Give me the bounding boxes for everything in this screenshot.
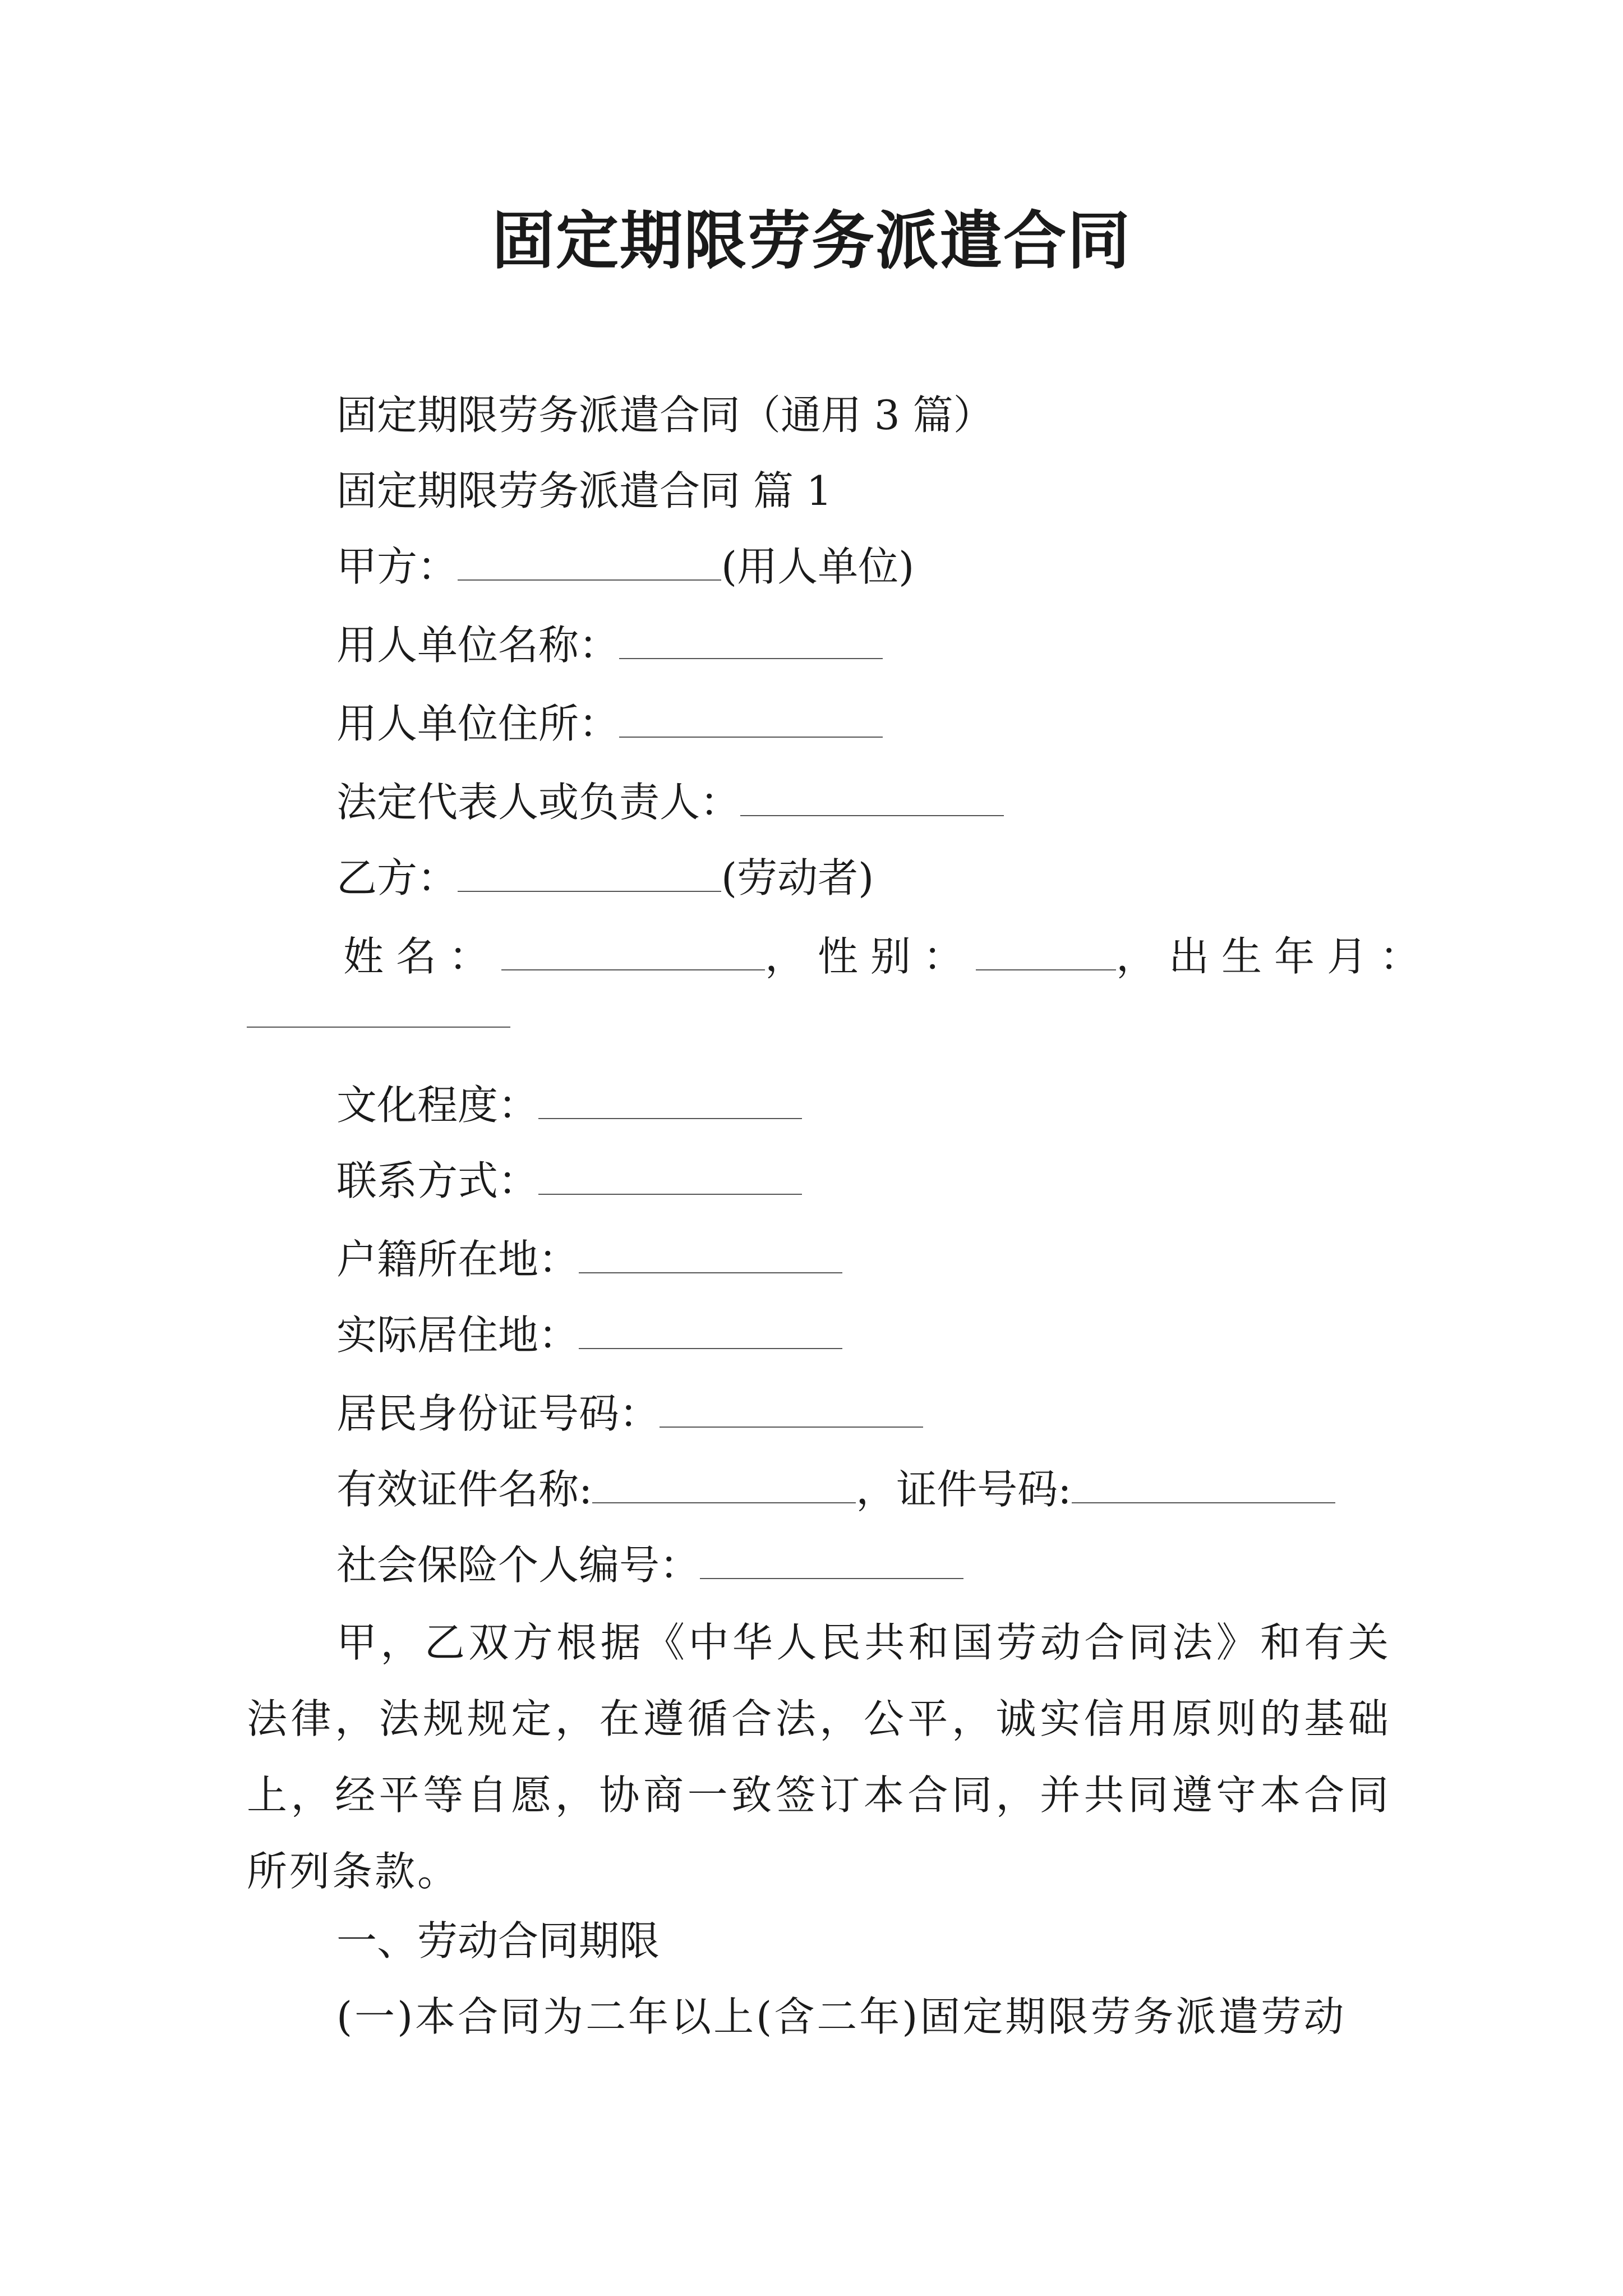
personal-info-line (343, 928, 1432, 984)
subtitle: 固定期限劳务派遣合同（通用 3 篇） (336, 392, 994, 439)
gender-label: ，性别： (765, 933, 976, 980)
residence-blank[interactable] (579, 1309, 842, 1349)
part-heading: 固定期限劳务派遣合同 篇 1 (336, 467, 832, 514)
name-label: 姓名： (343, 933, 502, 980)
id-number-blank[interactable] (660, 1387, 923, 1428)
party-b-line (336, 850, 874, 906)
employer-address-label: 用人单位住所： (336, 700, 620, 747)
education-blank[interactable] (538, 1079, 802, 1119)
employer-address-line (336, 696, 883, 752)
employer-name-blank[interactable] (619, 619, 883, 659)
household-label: 户籍所在地： (336, 1236, 579, 1283)
household-blank[interactable] (579, 1233, 842, 1273)
party-a-label: 甲方： (336, 543, 458, 590)
gender-blank[interactable] (976, 930, 1116, 970)
contact-line (336, 1153, 802, 1209)
legal-rep-blank[interactable] (740, 776, 1004, 816)
education-line (336, 1077, 802, 1133)
cert-number-blank[interactable] (1072, 1463, 1335, 1503)
contact-blank[interactable] (538, 1154, 802, 1195)
employer-name-label: 用人单位名称： (336, 622, 620, 669)
section-heading: 一、劳动合同期限 (336, 1917, 660, 1964)
clause-text: (一)本合同为二年以上(含二年)固定期限劳务派遣劳动 (336, 1993, 1347, 2040)
legal-rep-label: 法定代表人或负责人： (336, 779, 741, 826)
party-b-note: (劳动者) (721, 854, 874, 901)
contact-label: 联系方式： (336, 1157, 539, 1204)
name-blank[interactable] (501, 930, 765, 970)
party-a-note: (用人单位) (721, 543, 915, 590)
document-title: 固定期限劳务派遣合同 (492, 204, 1131, 278)
cert-name-label: 有效证件名称: (336, 1466, 593, 1513)
employer-name-line (336, 617, 883, 673)
education-label: 文化程度： (336, 1082, 539, 1129)
party-a-line (336, 539, 914, 595)
party-b-label: 乙方： (336, 854, 458, 901)
legal-rep-line (336, 774, 1004, 830)
id-number-label: 居民身份证号码： (336, 1390, 660, 1437)
residence-line (336, 1307, 842, 1363)
cert-number-label: ，证件号码: (856, 1466, 1072, 1513)
id-number-line (336, 1386, 923, 1442)
social-security-blank[interactable] (700, 1539, 963, 1579)
preamble-paragraph: 甲，乙双方根据《中华人民共和国劳动合同法》和有关法律，法规规定，在遵循合法，公平，诚实信用原则的基础上，经平等自愿，协商一致签订本合同，并共同遵守本合同所列条款。 (247, 1619, 1391, 1895)
social-security-line (336, 1537, 963, 1593)
employer-address-blank[interactable] (619, 697, 883, 738)
household-line (336, 1231, 842, 1287)
birth-label: ，出生年月： (1116, 933, 1433, 980)
residence-label: 实际居住地： (336, 1312, 579, 1359)
party-a-blank[interactable] (458, 540, 721, 581)
social-security-label: 社会保险个人编号： (336, 1542, 700, 1589)
birth-date-blank[interactable] (247, 1027, 510, 1028)
party-b-blank[interactable] (458, 852, 721, 892)
cert-name-blank[interactable] (592, 1463, 856, 1503)
certificate-line (336, 1461, 1335, 1517)
